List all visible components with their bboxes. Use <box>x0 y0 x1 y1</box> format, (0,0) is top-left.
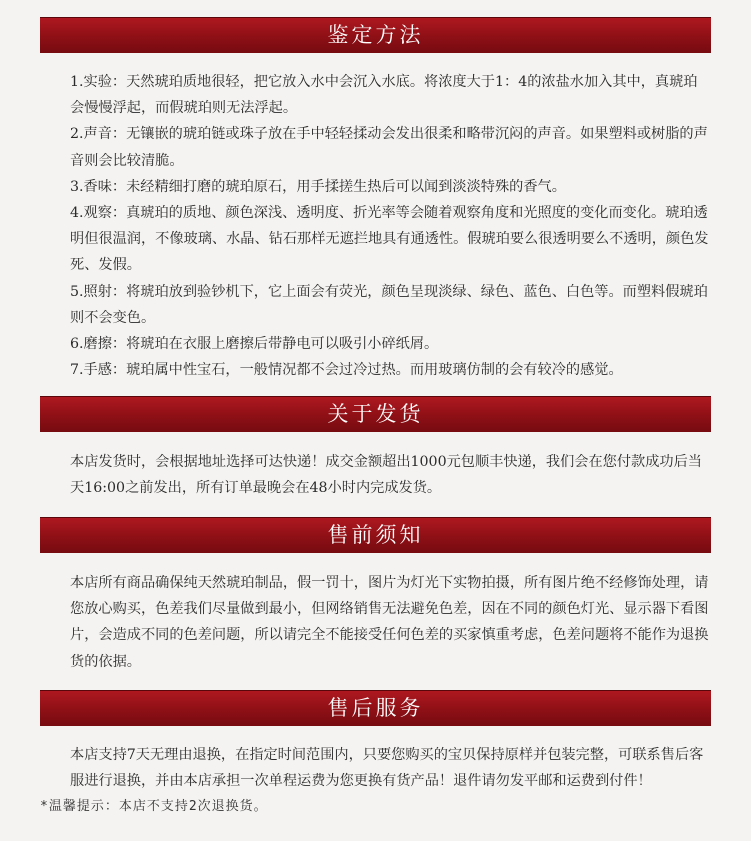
shipping-text <box>70 449 711 501</box>
section-title-method: 鉴定方法 <box>40 17 711 53</box>
method-item: 1.实验：天然琥珀质地很轻，把它放入水中会沉入水底。将浓度大于1：4的浓盐水加入其中，真琥珀会慢慢浮起，而假琥珀则无法浮起。 <box>70 74 698 117</box>
presale-paragraph: 本店所有商品确保纯天然琥珀制品，假一罚十，图片为灯光下实物拍摄，所有图片绝不经修饰处理，请您放心购买，色差我们尽量做到最小，但网络销售无法避免色差，因在不同的颜色灯光、显示器下看图片，会造成不同的色差问题，所以请完全不能接受任何色差的买家慎重考虑，色差问题将不能作为退换货的依据。 <box>70 575 709 670</box>
method-item: 7.手感：琥珀属中性宝石，一般情况都不会过冷过热。而用玻璃仿制的会有较冷的感觉。 <box>70 362 623 379</box>
shipping-paragraph: 本店发货时，会根据地址选择可达快递！成交金额超出1000元包顺丰快递，我们会在您付款成功后当天16:00之前发出，所有订单最晚会在48小时内完成发货。 <box>70 454 702 497</box>
method-item: 3.香味：未经精细打磨的琥珀原石，用手揉搓生热后可以闻到淡淡特殊的香气。 <box>70 178 566 195</box>
method-item: 5.照射：将琥珀放到验钞机下，它上面会有荧光，颜色呈现淡绿、绿色、蓝色、白色等。而塑料假琥珀则不会变色。 <box>70 283 708 326</box>
aftersale-paragraph: 本店支持7天无理由退换，在指定时间范围内，只要您购买的宝贝保持原样并包装完整，可联系售后客服进行退换，并由本店承担一次单程运费为您更换有货产品！退件请勿发平邮和运费到付件！ <box>70 747 704 790</box>
section-title-shipping: 关于发货 <box>40 396 711 432</box>
presale-text <box>70 570 711 675</box>
section-title-aftersale: 售后服务 <box>40 690 711 726</box>
method-item: 6.磨擦：将琥珀在衣服上磨擦后带静电可以吸引小碎纸屑。 <box>70 336 439 353</box>
method-item: 4.观察：真琥珀的质地、颜色深浅、透明度、折光率等会随着观察角度和光照度的变化而变化。琥珀透明但很温润，不像玻璃、水晶、钻石那样无遮拦地具有通透性。假琥珀要么很透明要么不透明，颜色发死、发假。 <box>70 205 709 274</box>
section-title-presale: 售前须知 <box>40 517 711 553</box>
warm-tip: *温馨提示：本店不支持2次退换货。 <box>40 799 268 814</box>
method-list <box>70 69 711 383</box>
aftersale-text <box>70 742 711 794</box>
method-item: 2.声音：无镶嵌的琥珀链或珠子放在手中轻轻揉动会发出很柔和略带沉闷的声音。如果塑料或树脂的声音则会比较清脆。 <box>70 126 708 169</box>
